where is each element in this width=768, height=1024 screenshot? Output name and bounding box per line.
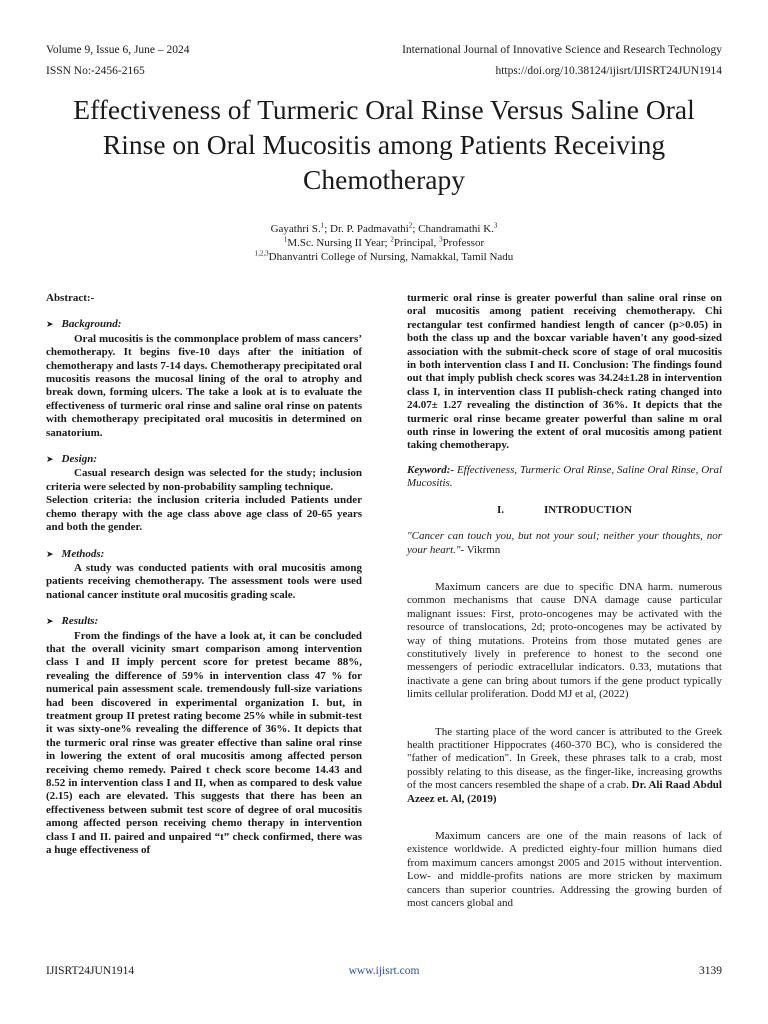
results-continued-text: turmeric oral rinse is greater powerful than saline oral rinse on oral mucositis among patient receiving chemotherapy. Chi rectangular test confirmed handiest length of cancer (p>0.05) in both the class up and the boxcar variable haven't any good-sized association with the submit-check score of stage of oral mucositis in both intervention class I and II. Conclusion: The findings found out that imply publish check scores was 34.24±1.28 in intervention class I, in intervention class II publish-check rating changed into 24.07± 1.27 revealing the distinction of 36%. It depicts that the turmeric oral rinse became greater powerful than saline m oral outh rinse in lowering the extent of oral mucositis among patient taking chemotherapy. [407,292,722,452]
results-heading [46,615,362,629]
intro-paragraph-1: Maximum cancers are due to specific DNA harm. numerous common mechanisms that cause DNA damage cause particular malignant issues: First, proto-oncogenes may be activated with the resource of translocations, 2d; proto-oncogenes may be activated by way of thing mutations. Proteins from those mutated genes are constitutively lively in preference to honest to the second one messengers of periodic extracellular indicators. 0.33, mutations that inactivate a gene can bring about tumors if the gene product typically limits cellular proliferation. Dodd MJ et al, (2022) [407,580,722,701]
results-label: Results: [61,615,99,628]
volume-issue: Volume 9, Issue 6, June – 2024 [46,44,190,56]
affiliation-text: Dhanvantri College of Nursing, Namakkal, Tamil Nadu [268,251,514,263]
methods-label: Methods: [61,547,105,560]
arrow-bullet-icon: ➤ [46,549,54,560]
epigraph-quote: "Cancer can touch you, but not your soul; neither your thoughts, nor your heart." [407,530,722,556]
results-text: From the findings of the have a look at, it can be concluded that the overall vicinity smart comparison among intervention class I and II imply percent score for pretest became 88%, revealing the difference of 59% in intervention class 47 % for numerical pain assessment scale. tremendously full-size variations had been discovered in experimental organization I. but, in treatment group II pretest rating become 25% while in submit-test it was sixty-one% revealing the difference of 36%. It depicts that the turmeric oral rinse was greater effective than saline oral rinse in lowering the extent of oral mucositis among affected person receiving chemo remedy. Paired t check score become 14.43 and 8.52 in intervention class I and II, when as compared to desk value (2.15) each are elevated. This suggests that there has been an effectiveness between submit test score of degree of oral mucositis among affected person receiving chemo therapy in intervention class I and II. paired and unpaired “t” check confirmed, there was a huge effectiveness of [46,629,362,857]
author-block [46,222,722,264]
intro-paragraph-2 [407,726,722,806]
issn: ISSN No:-2456-2165 [46,65,145,77]
keywords-text: Effectiveness, Turmeric Oral Rinse, Saline Oral Rinse, Oral Mucositis. [407,463,722,490]
section-number: I. [496,503,504,516]
role-2: Principal, [393,237,440,249]
role-1: M.Sc. Nursing II Year; [287,237,391,249]
keywords-label: Keyword:- [407,463,455,476]
arrow-bullet-icon: ➤ [46,455,54,466]
design-text: Casual research design was selected for the study; inclusion criteria were selected by non-probability sampling technique. [46,467,362,493]
author-1-sup: 1 [320,221,325,230]
role-3-sup: 3 [439,235,443,244]
background-heading [46,318,362,332]
intro-paragraph-2-citation: Dr. Ali Raad Abdul Azeez et. Al, (2019) [407,779,722,805]
epigraph-author: - Vikrmn [460,543,501,556]
footer-paper-id: IJISRT24JUN1914 [46,965,135,977]
author-2: ; Dr. P. Padmavathi [324,223,409,235]
abstract-heading: Abstract:- [46,292,95,304]
arrow-bullet-icon: ➤ [46,320,54,331]
keywords-paragraph [407,464,722,491]
author-3-sup: 3 [493,221,498,230]
paper-title: Effectiveness of Turmeric Oral Rinse Versus Saline Oral Rinse on Oral Mucositis among Patients Receiving Chemotherapy [73,94,695,195]
selection-criteria-text: Selection criteria: the inclusion criteria included Patients under chemo therapy with the age class above age class of 20-65 years and both the gender. [46,494,362,534]
author-1: Gayathri S. [270,223,321,235]
design-label: Design: [61,453,97,466]
epigraph [407,530,722,557]
left-column [46,292,362,857]
intro-paragraph-3: Maximum cancers are one of the main reasons of lack of existence worldwide. A predicted eighty-four million humans died from maximum cancers amongst 2005 and 2015 without intervention. Low- and middle-profits nations are more stricken by maximum cancers than superior countries. Addressing the growing burden of most cancers global and [407,830,722,910]
doi-link[interactable]: https://doi.org/10.38124/ijisrt/IJISRT24JUN1914 [495,65,722,77]
role-3: Professor [442,237,485,249]
section-title: INTRODUCTION [544,503,633,516]
role-1-sup: 1 [283,235,288,244]
footer-website-link[interactable]: www.ijisrt.com [348,965,420,977]
author-roles [46,236,722,250]
background-label: Background: [61,318,122,331]
intro-paragraph-2-text: The starting place of the word cancer is attributed to the Greek health practitioner Hippocrates (460-370 BC), who is considered the "father of medication". In Greek, these phrases talk to a crab, most possibly relating to this disease, as the finger-like, increasing growths of the most cancers resembled the shape of a crab. [407,725,722,792]
design-heading [46,453,362,467]
right-column [407,292,722,910]
page-number: 3139 [699,965,722,977]
author-2-sup: 2 [408,221,413,230]
section-heading-introduction [407,504,722,517]
role-2-sup: 2 [390,235,394,244]
arrow-bullet-icon: ➤ [46,617,54,628]
author-names [46,222,722,236]
author-3: ; Chandramathi K. [412,223,494,235]
journal-name: International Journal of Innovative Science and Research Technology [402,44,722,56]
background-text: Oral mucositis is the commonplace problem of mass cancers’ chemotherapy. It begins five-10 days after the initiation of chemotherapy and lasts 7-14 days. Chemotherapy precipitated oral mucositis reasons the mucosal lining of the oral to atrophy and break down, forming ulcers. The take a look at is to evaluate the effectiveness of turmeric oral rinse and saline oral rinse on patents with chemotherapy precipitated oral mucositis in determined on sanatorium. [46,332,362,439]
affiliation [46,250,722,264]
methods-text: A study was conducted patients with oral mucositis among patients receiving chemotherapy. The assessment tools were used national cancer institute oral mucositis grading scale. [46,561,362,601]
methods-heading [46,548,362,562]
affiliation-sup: 1,2,3 [254,249,269,258]
